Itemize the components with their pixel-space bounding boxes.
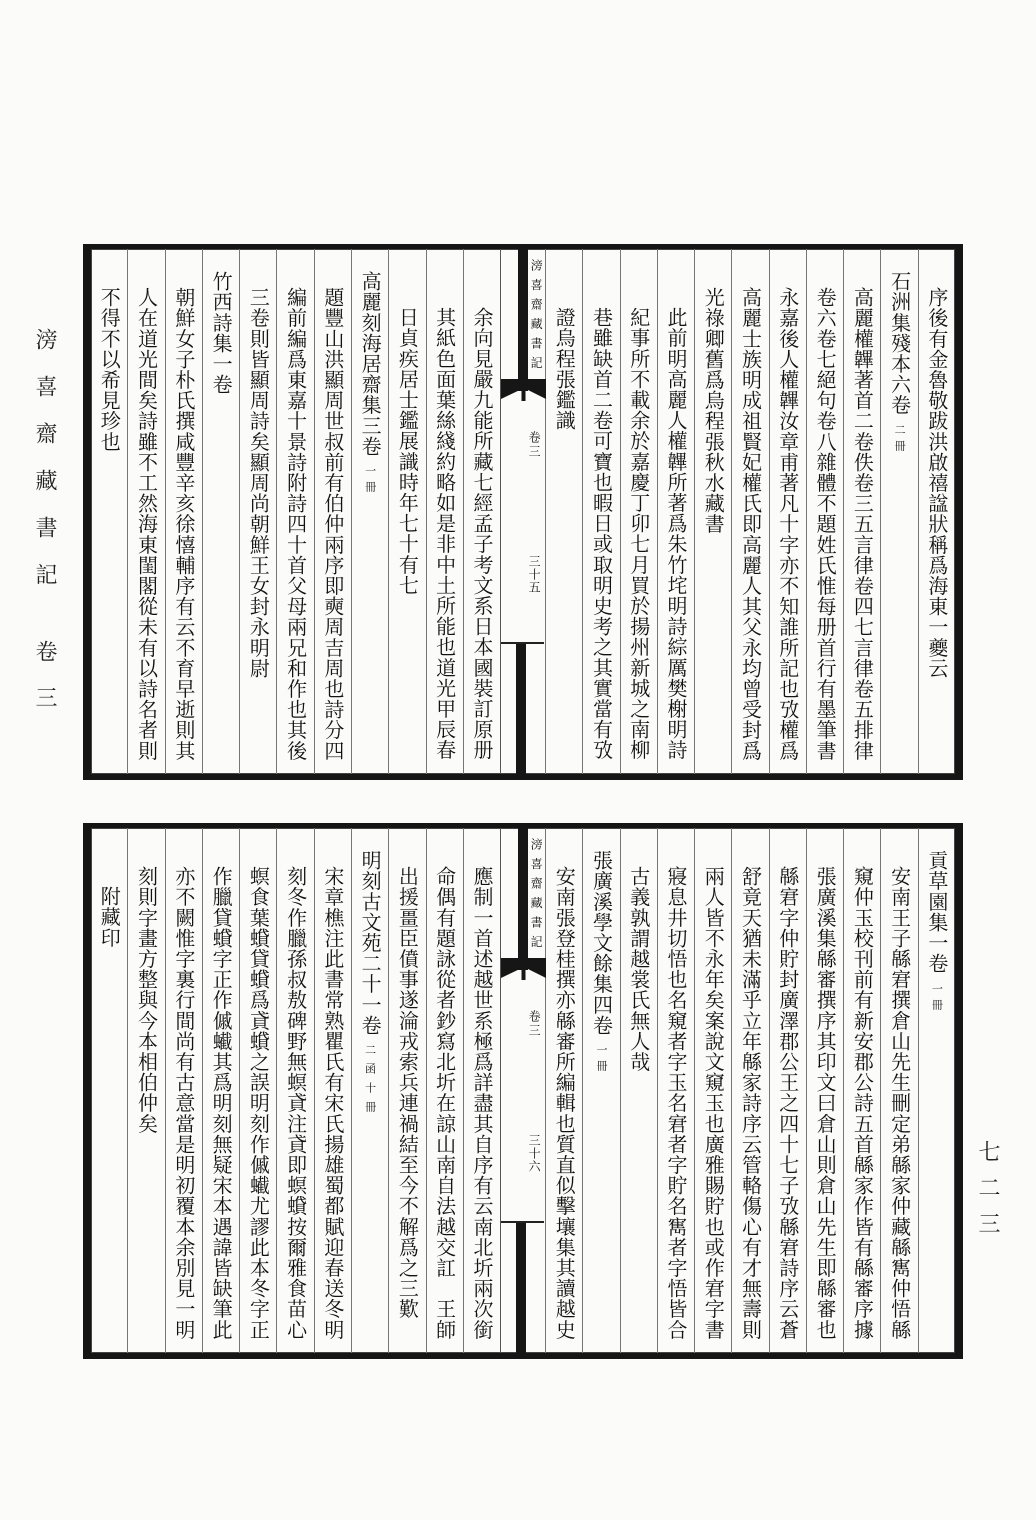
upper-black-bar: [518, 828, 528, 970]
text-column: [165, 249, 202, 774]
text-column: [239, 828, 276, 1353]
text-column: [657, 828, 694, 1353]
column-text: 安南王子緜宭撰倉山先生刪定弟緜家仲藏緜寯仲悟緜: [887, 866, 912, 1340]
lower-black-bar: [516, 1223, 526, 1353]
column-text: 其紙色面葉絲綫約略如是非中土所能也道光甲辰春: [432, 307, 457, 761]
quoted-colophon-column: [657, 249, 694, 774]
text-column: [843, 828, 880, 1353]
column-text: 朝鮮女子朴氏撰咸豐辛亥徐憘輔序有云不育早逝則其: [171, 287, 196, 761]
quoted-colophon-column: [463, 249, 500, 774]
text-column: [91, 249, 127, 774]
column-text: 寢息井切悟也名窺者字玉名宭者字貯名寯者字悟皆合: [664, 866, 688, 1340]
column-text: 螟食葉蟘貸蟘爲貣蟘之誤明刻作傶蠘尤謬此本冬字正: [246, 866, 271, 1340]
volume-count: 一冊: [930, 982, 944, 1015]
volume-count: 二函十冊: [363, 1044, 377, 1121]
entry-heading-column: [582, 828, 619, 1353]
column-text: 高麗權韠著首二卷佚卷三五言律卷四七言律卷五排律: [850, 287, 875, 761]
leaf-number: 三十六: [527, 1134, 542, 1173]
column-text: 序後有金魯敬跋洪啟禧諡狀稱爲海東一夔云: [924, 287, 949, 679]
entry-heading-column: [880, 249, 917, 774]
column-text: 舒竟天猶未滿乎立年緜家詩序云管輅傷心有才無壽則: [738, 866, 763, 1340]
text-column: [202, 828, 239, 1353]
column-text: 光祿卿舊爲烏程張秋水藏書: [701, 287, 726, 535]
column-text: 兩人皆不永年矣案說文窺玉也廣雅賜貯也或作宭字書: [701, 866, 726, 1340]
text-column: [843, 249, 880, 774]
column-text: 張廣溪集緜審撰序其印文曰倉山則倉山先生即緜審也: [813, 866, 838, 1340]
entry-heading-column: [351, 249, 388, 774]
entry-heading-column: [202, 249, 239, 774]
leaf-number: 三十五: [527, 555, 542, 594]
text-column: [127, 249, 164, 774]
text-column: [731, 249, 768, 774]
quoted-colophon-column: [620, 249, 657, 774]
column-text: 三卷則皆顯周詩矣顯周尚朝鮮王女封永明尉: [246, 287, 271, 679]
column-text: 刻則字畫方整與今本相伯仲矣: [134, 866, 159, 1134]
lower-black-bar: [516, 644, 526, 774]
text-column: [463, 828, 500, 1353]
column-text: 永嘉後人權韠汝章甫著凡十字亦不知誰所記也攷權爲: [775, 287, 800, 761]
entry-title: 竹西詩集一卷: [209, 271, 234, 395]
text-column: [239, 249, 276, 774]
text-column: [918, 249, 955, 774]
volume-count: 二冊: [893, 424, 907, 457]
column-text: 日貞疾居士鑑展識時年七十有七: [395, 307, 420, 596]
column-text: 安南張登桂撰亦緜審所編輯也質直似擊壤集其讀越史: [552, 866, 577, 1340]
column-text: 出援畺臣僨事遂淪戎索兵連禍結至今不解爲之三歎: [395, 866, 420, 1320]
column-text: 余向見嚴九能所藏七經孟子考文系日本國裝訂原册: [469, 307, 494, 761]
text-column: [314, 828, 351, 1353]
text-column: [127, 828, 164, 1353]
page-panel-top: [83, 244, 963, 780]
column-text: 應制一首述越世系極爲詳盡其自序有云南北圻兩次銜: [469, 866, 494, 1340]
column-text: 不得不以希見珍也: [97, 287, 122, 452]
entry-heading-column: [351, 828, 388, 1353]
column-text: 宋章樵注此書常熟瞿氏有宋氏揚雄蜀都賦迎春送冬明: [320, 866, 345, 1340]
text-column: [545, 828, 582, 1353]
page-panel-bottom: [83, 823, 963, 1359]
column-text: 證烏程張鑑識: [552, 307, 577, 431]
text-column: [694, 249, 731, 774]
column-text: 窺仲玉校刊前有新安郡公詩五首緜家作皆有緜審序據: [850, 866, 875, 1340]
column-text: 題豐山洪顯周世叔前有伯仲兩序即奭周吉周也詩分四: [320, 287, 345, 761]
text-column: [769, 249, 806, 774]
page-number: 七二三: [975, 1140, 1000, 1248]
center-fold-column: [500, 828, 545, 1353]
column-text: 人在道光間矣詩雖不工然海東閨閣從未有以詩名者則: [134, 287, 159, 761]
column-text: 編前編爲東嘉十景詩附詩四十首父母兩兄和作也其後: [283, 287, 308, 761]
quoted-colophon-column: [582, 249, 619, 774]
column-text: 附藏印: [97, 886, 122, 948]
text-column: [388, 828, 425, 1353]
fish-tail-icon: [501, 377, 546, 403]
column-text: 古義孰謂越裳氏無人哉: [626, 866, 651, 1072]
text-column: [880, 828, 917, 1353]
column-text: 此前明高麗人權韠所著爲朱竹垞明詩綜厲樊榭明詩: [664, 307, 688, 761]
center-book-title: 滂喜齋藏書記: [529, 838, 544, 955]
text-column: [806, 828, 843, 1353]
text-column: [620, 828, 657, 1353]
center-volume: 卷三: [527, 431, 542, 459]
volume-count: 一冊: [363, 465, 377, 498]
quoted-colophon-column: [426, 249, 463, 774]
entry-title: 張廣溪學文餘集四卷: [589, 850, 614, 1036]
center-fold-column: [500, 249, 545, 774]
quoted-colophon-column: [388, 249, 425, 774]
text-column: [769, 828, 806, 1353]
text-column: [806, 249, 843, 774]
margin-volume: 卷三: [32, 640, 57, 732]
column-text: 刻冬作臘孫叔敖碑野無螟貣注貣即螟蟘按爾雅食苗心: [283, 866, 308, 1340]
entry-title: 貢草園集一卷: [924, 850, 949, 974]
text-column: [426, 828, 463, 1353]
column-text: 亦不闕惟字裏行間尚有古意當是明初覆本余別見一明: [171, 866, 196, 1340]
column-text: 緜宭字仲貯封廣澤郡公王之四十七子攷緜宭詩序云蒼: [775, 866, 800, 1340]
seal-note-column: [91, 828, 127, 1353]
entry-heading-column: [918, 828, 955, 1353]
center-book-title: 滂喜齋藏書記: [529, 259, 544, 376]
text-column: [276, 828, 313, 1353]
text-column: [165, 828, 202, 1353]
fish-tail-icon: [501, 956, 546, 982]
column-text: 高麗士族明成祖賢妃權氏即高麗人其父永均曾受封爲: [738, 287, 763, 761]
entry-title: 高麗刻海居齋集三卷: [358, 271, 383, 457]
upper-black-bar: [518, 249, 528, 391]
text-column: [314, 249, 351, 774]
column-text: 作臘貸蟘字正作傶蠘其爲明刻無疑宋本遇諱皆缺筆此: [209, 866, 234, 1340]
column-text: 卷六卷七絕句卷八雜體不題姓氏惟每册首行有墨筆書: [813, 287, 838, 761]
quoted-colophon-column: [545, 249, 582, 774]
volume-count: 一冊: [594, 1044, 608, 1077]
column-text: 命偶有題詠從者鈔寫北圻在諒山南自法越交訌 王師: [432, 866, 457, 1340]
text-column: [694, 828, 731, 1353]
column-text: 紀事所不載余於嘉慶丁卯七月買於揚州新城之南柳: [626, 307, 651, 761]
center-volume: 卷三: [527, 1010, 542, 1038]
entry-title: 石洲集殘本六卷: [887, 271, 912, 416]
text-column: [731, 828, 768, 1353]
text-column: [276, 249, 313, 774]
column-text: 巷雖缺首二卷可寶也暇日或取明史考之其實當有攷: [589, 307, 614, 761]
entry-title: 明刻古文苑二十一卷: [358, 850, 383, 1036]
margin-book-title: 滂喜齋藏書記: [32, 328, 57, 610]
